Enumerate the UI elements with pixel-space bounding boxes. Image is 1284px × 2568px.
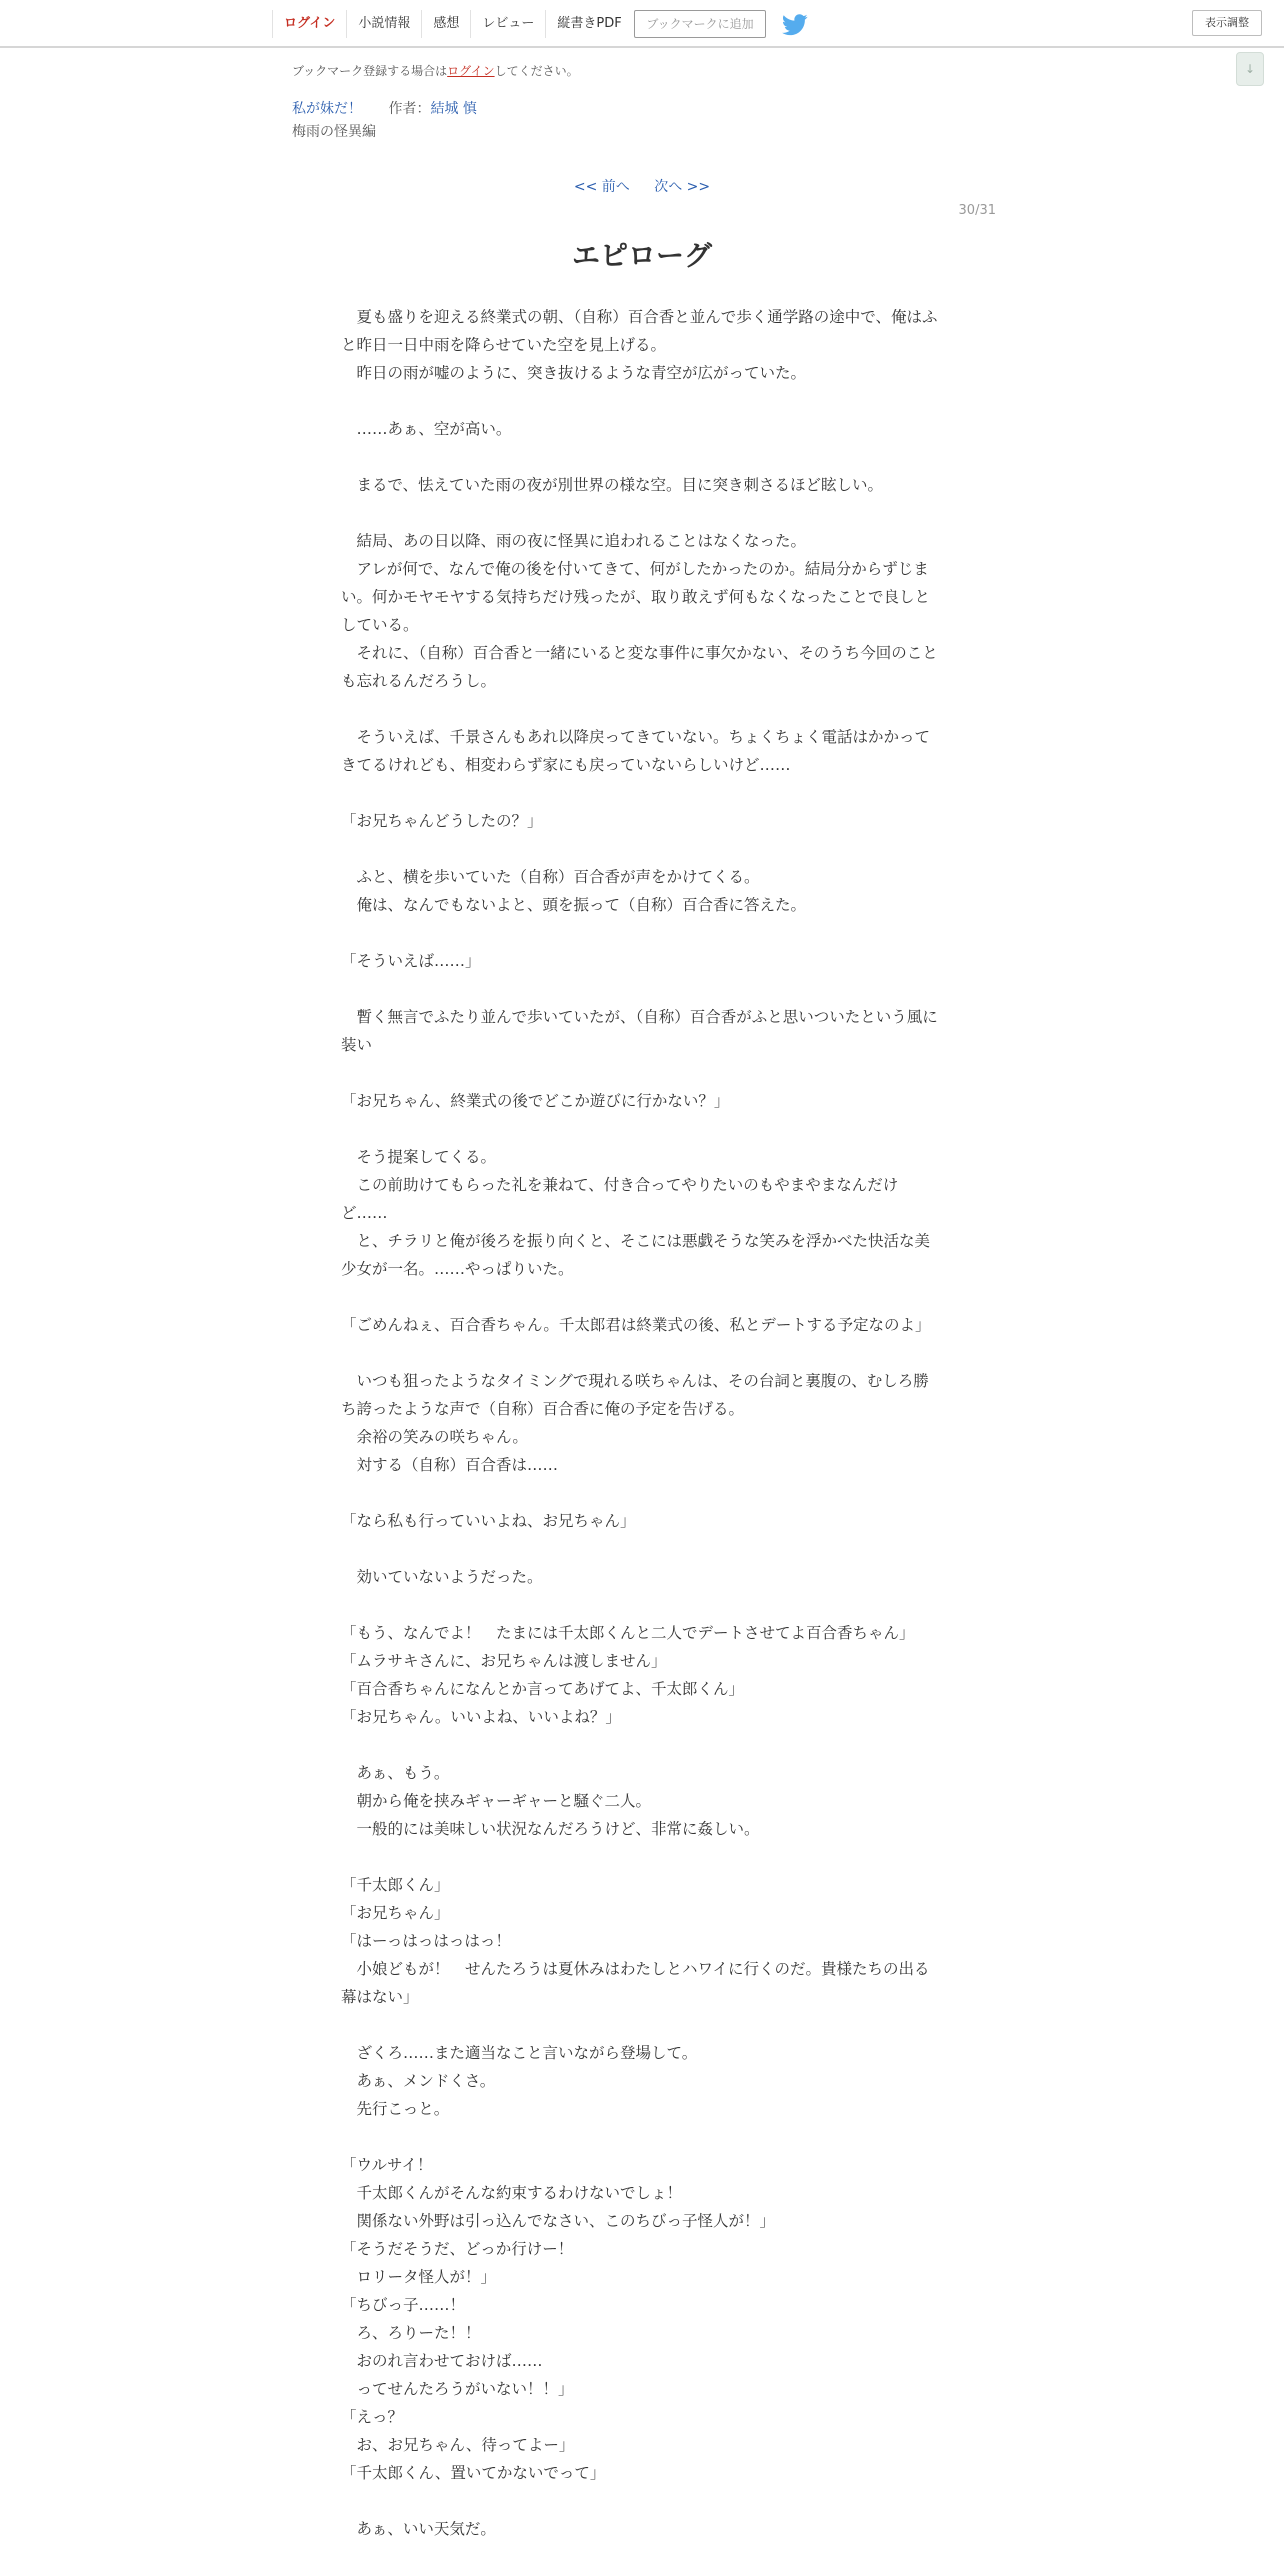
body-paragraph: 昨日の雨が嘘のように、突き抜けるような青空が広がっていた。 xyxy=(341,364,807,382)
blank-line xyxy=(341,779,939,807)
body-paragraph: あぁ、メンドくさ。 xyxy=(341,2072,496,2090)
body-paragraph: 「なら私も行っていいよね、お兄ちゃん」 xyxy=(341,1512,636,1530)
body-paragraph: 「お兄ちゃん」 xyxy=(341,1904,450,1922)
blank-line xyxy=(341,1843,939,1871)
blank-line xyxy=(341,2487,939,2515)
body-paragraph: と、チラリと俺が後ろを振り向くと、そこには悪戯そうな笑みを浮かべた快活な美少女が一名。……やっぱりいた。 xyxy=(341,1232,931,1278)
prev-page-link[interactable]: << 前へ xyxy=(573,179,630,195)
blank-line xyxy=(341,1535,939,1563)
episode-title: エピローグ xyxy=(571,239,712,272)
blank-line xyxy=(341,1591,939,1619)
blank-line xyxy=(341,1283,939,1311)
body-paragraph: 「もう、なんでよ！ たまには千太郎くんと二人でデートさせてよ百合香ちゃん」 xyxy=(341,1624,915,1642)
body-paragraph: そう提案してくる。 xyxy=(341,1148,497,1166)
body-paragraph: 「ちびっ子……！ xyxy=(341,2296,466,2314)
body-paragraph: それに、（自称）百合香と一緒にいると変な事件に事欠かない、そのうち今回のことも忘れるんだろうし。 xyxy=(341,644,938,690)
blank-line xyxy=(341,2011,939,2039)
body-paragraph: 効いていないようだった。 xyxy=(341,1568,543,1586)
blank-line xyxy=(341,919,939,947)
body-paragraph: 小娘どもが！ せんたろうは夏休みはわたしとハワイに行くのだ。貴様たちの出る幕はない」 xyxy=(341,1960,930,2006)
body-paragraph: ってせんたろうがいない！！」 xyxy=(341,2380,574,2398)
body-paragraph: 一般的には美味しい状況なんだろうけど、非常に姦しい。 xyxy=(341,1820,760,1838)
body-paragraph: 対する（自称）百合香は…… xyxy=(341,1456,559,1474)
pager xyxy=(0,176,1284,196)
blank-line xyxy=(341,2123,939,2151)
body-paragraph: 「お兄ちゃんどうしたの？」 xyxy=(341,812,543,830)
body-paragraph: 先行こっと。 xyxy=(341,2100,450,2118)
body-paragraph: ロリータ怪人が！」 xyxy=(341,2268,497,2286)
body-paragraph: 暫く無言でふたり並んで歩いていたが、（自称）百合香がふと思いついたという風に装い xyxy=(341,1008,938,1054)
body-paragraph: 関係ない外野は引っ込んでなさい、このちびっ子怪人が！」 xyxy=(341,2212,776,2230)
body-paragraph: そういえば、千景さんもあれ以降戻ってきていない。ちょくちょく電話はかかってきてるけれども、相変わらず家にも戻っていないらしいけど…… xyxy=(341,728,931,774)
blank-line xyxy=(341,443,939,471)
top-navigation-bar xyxy=(0,0,1284,48)
body-paragraph: 余裕の笑みの咲ちゃん。 xyxy=(341,1428,528,1446)
body-paragraph: ……あぁ、空が高い。 xyxy=(341,420,512,438)
nav-vertical-pdf-link[interactable]: 縦書きPDF xyxy=(545,10,632,38)
body-paragraph: 「百合香ちゃんになんとか言ってあげてよ、千太郎くん」 xyxy=(341,1680,745,1698)
body-paragraph: 「ウルサイ！ xyxy=(341,2156,433,2174)
novel-title-link[interactable]: 私が妹だ！ xyxy=(292,101,362,117)
body-paragraph: ざくろ……また適当なこと言いながら登場して。 xyxy=(341,2044,698,2062)
body-paragraph: 「ごめんねぇ、百合香ちゃん。千太郎君は終業式の後、私とデートする予定なのよ」 xyxy=(341,1316,931,1334)
body-paragraph: いつも狙ったようなタイミングで現れる咲ちゃんは、その台詞と裏腹の、むしろ勝ち誇ったような声で（自称）百合香に俺の予定を告げる。 xyxy=(341,1372,929,1418)
body-paragraph: まるで、怯えていた雨の夜が別世界の様な空。目に突き刺さるほど眩しい。 xyxy=(341,476,884,494)
next-page-link[interactable]: 次へ >> xyxy=(654,179,711,195)
nav-review-link[interactable]: レビュー xyxy=(470,10,545,38)
page-number: 30/31 xyxy=(958,203,996,218)
nav-menu xyxy=(272,10,633,38)
body-paragraph: 「そういえば……」 xyxy=(341,952,481,970)
blank-line xyxy=(341,1115,939,1143)
body-paragraph: お、お兄ちゃん、待ってよー」 xyxy=(341,2436,575,2454)
notice-text-after: してください。 xyxy=(494,64,579,78)
blank-line xyxy=(341,499,939,527)
chapter-title: 梅雨の怪異編 xyxy=(292,124,376,140)
body-paragraph: 朝から俺を挟みギャーギャーと騒ぐ二人。 xyxy=(341,1792,652,1810)
body-paragraph: 「はーっはっはっはっ！ xyxy=(341,1932,511,1950)
body-paragraph: 「ムラサキさんに、お兄ちゃんは渡しません」 xyxy=(341,1652,667,1670)
body-paragraph: ろ、ろりーた！！ xyxy=(341,2324,481,2342)
blank-line xyxy=(341,835,939,863)
display-settings-button[interactable]: 表示調整 xyxy=(1192,10,1262,36)
body-paragraph: 「千太郎くん、置いてかないでって」 xyxy=(341,2464,606,2482)
scroll-down-tab[interactable]: ↓ xyxy=(1236,52,1264,86)
twitter-icon[interactable] xyxy=(782,14,808,36)
nav-impressions-link[interactable]: 感想 xyxy=(421,10,470,38)
nav-novel-info-link[interactable]: 小説情報 xyxy=(346,10,421,38)
body-paragraph: 「お兄ちゃん、終業式の後でどこか遊びに行かない？」 xyxy=(341,1092,730,1110)
author-link[interactable]: 結城 慎 xyxy=(430,101,477,117)
body-paragraph: 「えっ？ xyxy=(341,2408,404,2426)
blank-line xyxy=(341,1339,939,1367)
body-paragraph: 「お兄ちゃん。いいよね、いいよね？」 xyxy=(341,1708,621,1726)
body-paragraph: 結局、あの日以降、雨の夜に怪異に追われることはなくなった。 xyxy=(341,532,807,550)
notice-login-link[interactable]: ログイン xyxy=(447,64,495,78)
body-paragraph: 夏も盛りを迎える終業式の朝、（自称）百合香と並んで歩く通学路の途中で、俺はふと昨日一日中雨を降らせていた空を見上げる。 xyxy=(341,308,938,354)
body-paragraph: 「千太郎くん」 xyxy=(341,1876,450,1894)
body-paragraph: 俺は、なんでもないよと、頭を振って（自称）百合香に答えた。 xyxy=(341,896,807,914)
blank-line xyxy=(341,695,939,723)
add-bookmark-button[interactable]: ブックマークに追加 xyxy=(634,10,766,38)
blank-line xyxy=(341,387,939,415)
body-paragraph: ふと、横を歩いていた（自称）百合香が声をかけてくる。 xyxy=(341,868,760,886)
blank-line xyxy=(341,1479,939,1507)
novel-body xyxy=(341,303,939,2543)
blank-line xyxy=(341,1059,939,1087)
body-paragraph: 千太郎くんがそんな約束するわけないでしょ！ xyxy=(341,2184,683,2202)
bookmark-login-notice xyxy=(292,62,579,79)
body-paragraph: 「そうだそうだ、どっか行けー！ xyxy=(341,2240,574,2258)
blank-line xyxy=(341,975,939,1003)
blank-line xyxy=(341,1731,939,1759)
body-paragraph: おのれ言わせておけば…… xyxy=(341,2352,543,2370)
body-paragraph: あぁ、いい天気だ。 xyxy=(341,2520,496,2538)
novel-info xyxy=(292,98,477,118)
body-paragraph: アレが何で、なんで俺の後を付いてきて、何がしたかったのか。結局分からずじまい。何かモヤモヤする気持ちだけ残ったが、取り敢えず何もなくなったことで良しとしている。 xyxy=(341,560,931,634)
nav-login-link[interactable]: ログイン xyxy=(272,10,346,38)
notice-text-before: ブックマーク登録する場合は xyxy=(292,64,448,78)
author-label: 作者： xyxy=(388,101,431,117)
body-paragraph: この前助けてもらった礼を兼ねて、付き合ってやりたいのもやまやまなんだけど…… xyxy=(341,1176,899,1222)
body-paragraph: あぁ、もう。 xyxy=(341,1764,450,1782)
